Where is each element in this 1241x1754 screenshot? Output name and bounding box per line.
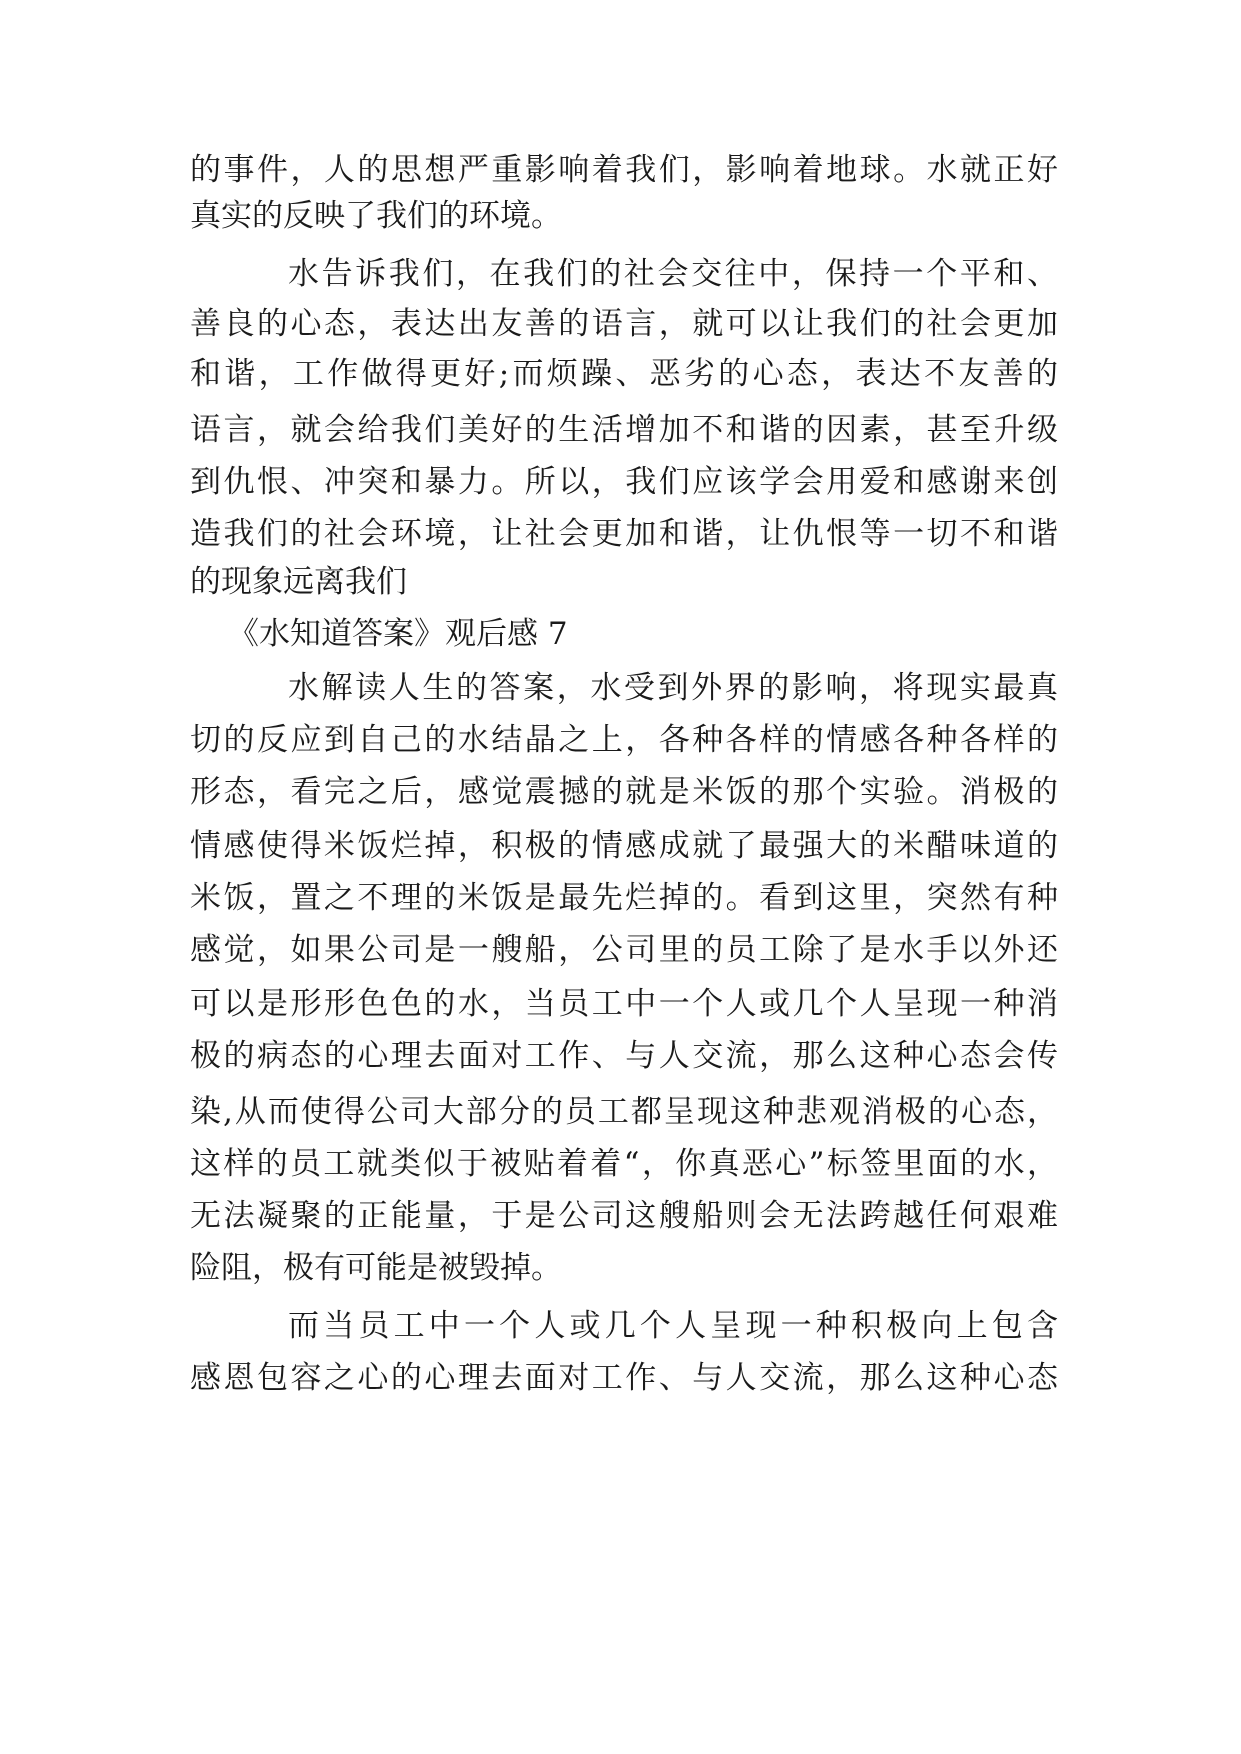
paragraph-line: 这样的员工就类似于被贴着着“，你真恶心”标签里面的水，	[190, 1146, 1058, 1182]
paragraph-line: 险阻，极有可能是被毁掉。	[190, 1250, 562, 1286]
paragraph-line: 感觉，如果公司是一艘船，公司里的员工除了是水手以外还	[190, 932, 1058, 968]
paragraph-line: 感恩包容之心的心理去面对工作、与人交流，那么这种心态	[190, 1360, 1058, 1396]
paragraph-line: 真实的反映了我们的环境。	[190, 198, 562, 234]
paragraph-line: 善良的心态，表达出友善的语言，就可以让我们的社会更加	[190, 306, 1058, 342]
paragraph-line: 可以是形形色色的水，当员工中一个人或几个人呈现一种消	[190, 986, 1058, 1022]
document-page	[190, 0, 1058, 1754]
paragraph-line: 造我们的社会环境，让社会更加和谐，让仇恨等一切不和谐	[190, 516, 1058, 552]
paragraph-line: 而当员工中一个人或几个人呈现一种积极向上包含	[288, 1308, 1058, 1344]
paragraph-line: 到仇恨、冲突和暴力。所以，我们应该学会用爱和感谢来创	[190, 464, 1058, 500]
paragraph-line: 水解读人生的答案，水受到外界的影响，将现实最真	[288, 670, 1058, 706]
paragraph-line: 水告诉我们，在我们的社会交往中，保持一个平和、	[288, 256, 1058, 292]
paragraph-line: 米饭，置之不理的米饭是最先烂掉的。看到这里，突然有种	[190, 880, 1058, 916]
paragraph-line: 的现象远离我们	[190, 564, 407, 600]
paragraph-line: 语言，就会给我们美好的生活增加不和谐的因素，甚至升级	[190, 412, 1058, 448]
paragraph-line: 情感使得米饭烂掉，积极的情感成就了最强大的米醋味道的	[190, 828, 1058, 864]
paragraph-line: 形态，看完之后，感觉震撼的就是米饭的那个实验。消极的	[190, 774, 1058, 810]
paragraph-line: 极的病态的心理去面对工作、与人交流，那么这种心态会传	[190, 1038, 1058, 1074]
paragraph-line: 无法凝聚的正能量，于是公司这艘船则会无法跨越任何艰难	[190, 1198, 1058, 1234]
paragraph-line: 和谐，工作做得更好;而烦躁、恶劣的心态，表达不友善的	[190, 356, 1058, 392]
paragraph-line: 的事件，人的思想严重影响着我们，影响着地球。水就正好	[190, 152, 1058, 188]
paragraph-line: 切的反应到自己的水结晶之上，各种各样的情感各种各样的	[190, 722, 1058, 758]
paragraph-line: 染,从而使得公司大部分的员工都呈现这种悲观消极的心态，	[190, 1094, 1058, 1130]
section-heading: 《水知道答案》观后感 7	[228, 616, 568, 652]
